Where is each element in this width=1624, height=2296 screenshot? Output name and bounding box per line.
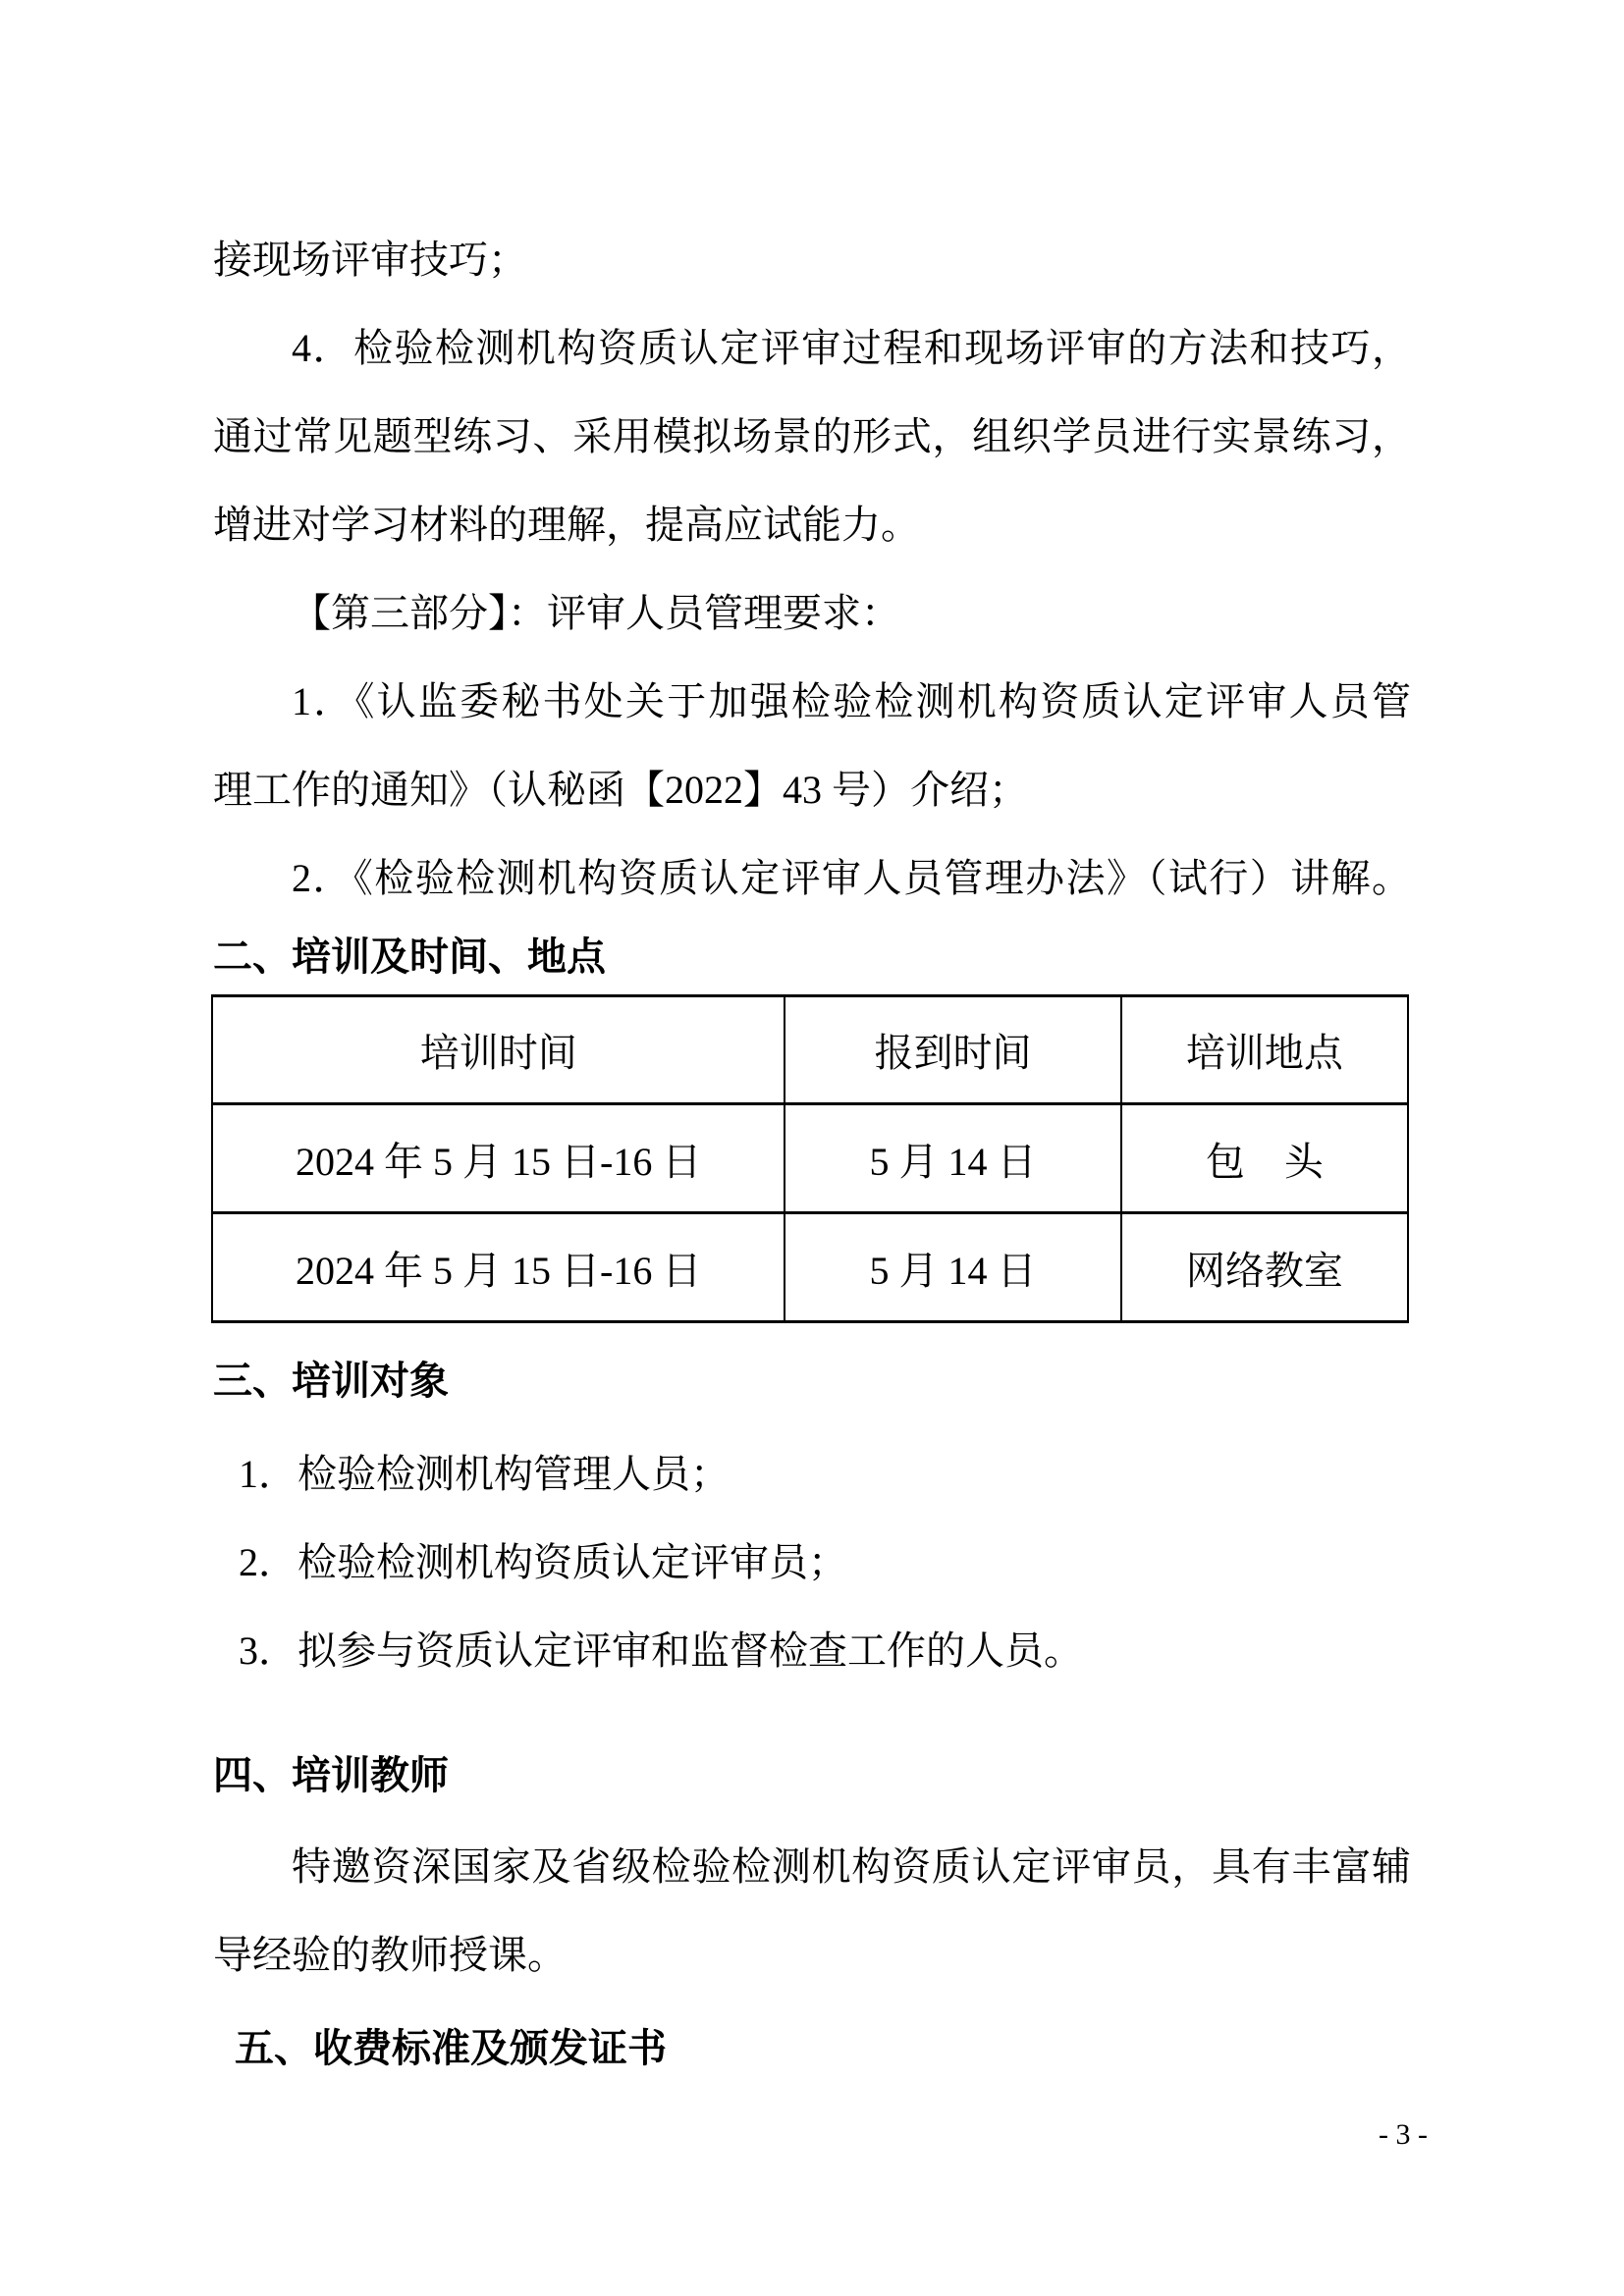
section-heading-trainees: 三、培训对象 — [213, 1360, 449, 1403]
section-heading-teachers: 四、培训教师 — [213, 1754, 449, 1797]
table-cell-location: 网络教室 — [1121, 1213, 1408, 1322]
table-cell-checkin-time: 5 月 14 日 — [785, 1213, 1120, 1322]
list-item: 3．拟参与资质认定评审和监督检查工作的人员。 — [239, 1629, 1083, 1673]
table-header-location: 培训地点 — [1121, 996, 1408, 1104]
table-cell-location: 包 头 — [1121, 1104, 1408, 1213]
paragraph-line: 【第三部分】：评审人员管理要求： — [292, 591, 900, 635]
table-cell-training-time: 2024 年 5 月 15 日-16 日 — [212, 1213, 785, 1322]
paragraph-line: 导经验的教师授课。 — [213, 1933, 567, 1977]
table-row — [212, 1104, 1408, 1213]
list-item: 1．检验检测机构管理人员； — [239, 1452, 730, 1496]
list-item: 2．检验检测机构资质认定评审员； — [239, 1540, 847, 1584]
page-number: - 3 - — [1379, 2118, 1428, 2151]
section-heading-schedule: 二、培训及时间、地点 — [213, 935, 606, 979]
paragraph-line: 2．《检验检测机构资质认定评审人员管理办法》（试行）讲解。 — [292, 856, 1411, 900]
table-cell-checkin-time: 5 月 14 日 — [785, 1104, 1120, 1213]
paragraph-line: 增进对学习材料的理解，提高应试能力。 — [213, 503, 920, 547]
paragraph-line: 4．检验检测机构资质认定评审过程和现场评审的方法和技巧， — [292, 326, 1411, 370]
paragraph-line: 1．《认监委秘书处关于加强检验检测机构资质认定评审人员管 — [292, 679, 1411, 723]
paragraph-line: 通过常见题型练习、采用模拟场景的形式，组织学员进行实景练习， — [213, 414, 1411, 458]
section-heading-fees: 五、收费标准及颁发证书 — [235, 2027, 667, 2070]
schedule-table — [211, 994, 1409, 1323]
paragraph-line: 理工作的通知》（认秘函【2022】43 号）介绍； — [213, 768, 1028, 812]
table-header-row — [212, 996, 1408, 1104]
table-header-checkin-time: 报到时间 — [785, 996, 1120, 1104]
paragraph-line: 接现场评审技巧； — [213, 238, 527, 282]
table-row — [212, 1213, 1408, 1322]
table-header-training-time: 培训时间 — [212, 996, 785, 1104]
table-cell-training-time: 2024 年 5 月 15 日-16 日 — [212, 1104, 785, 1213]
paragraph-line: 特邀资深国家及省级检验检测机构资质认定评审员，具有丰富辅 — [292, 1844, 1411, 1889]
